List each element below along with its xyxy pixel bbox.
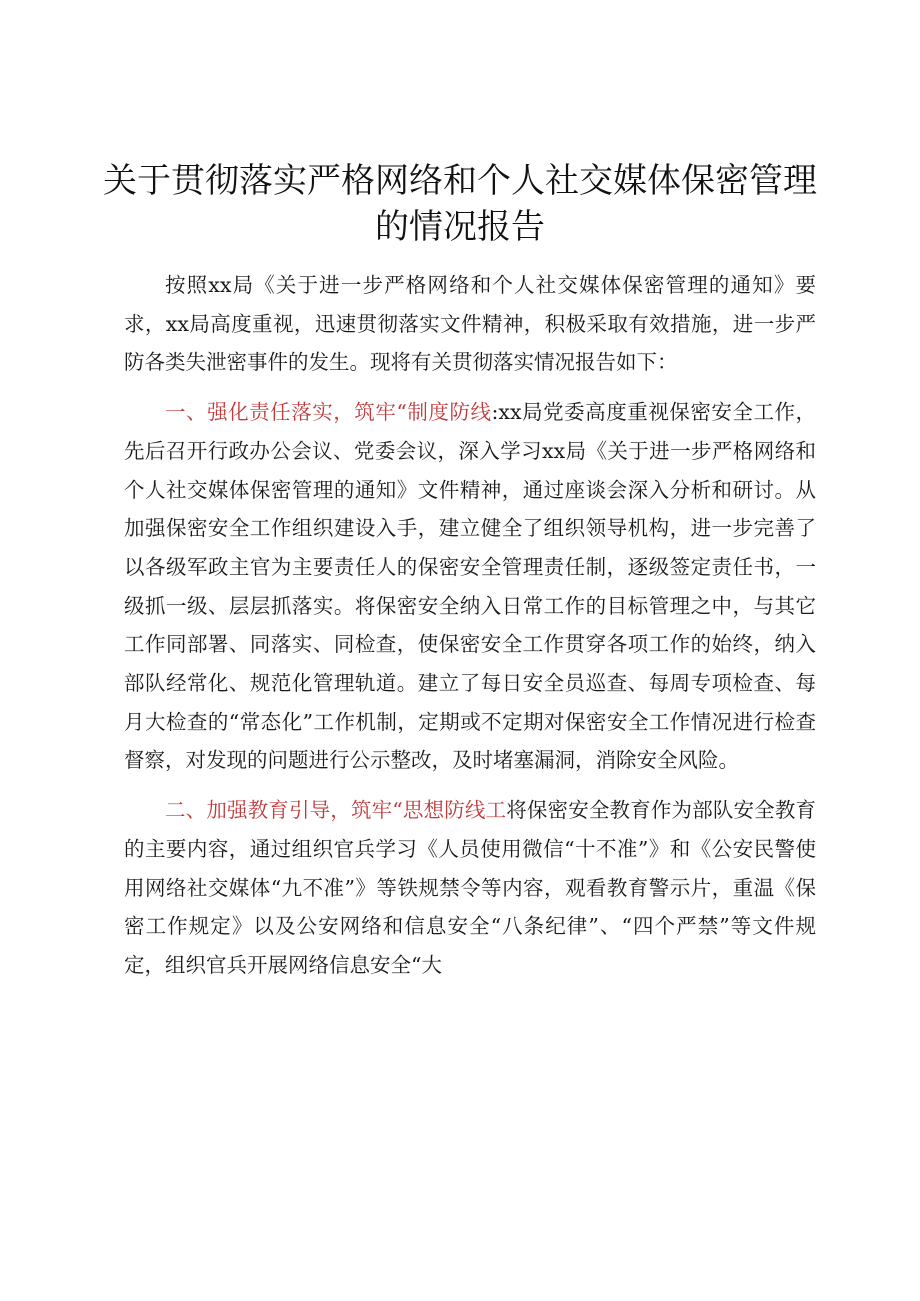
section-heading-1: 一、强化责任落实，筑牢“制度防线 [165,400,492,425]
document-body [124,266,816,996]
document-title: 关于贯彻落实严格网络和个人社交媒体保密管理的情况报告 [103,161,817,247]
section-paragraph-2 [124,791,816,985]
section-text-2: 将保密安全教育作为部队安全教育的主要内容，通过组织官兵学习《人员使用微信“十不准”》和《公安民警使用网络社交媒体“九不准”》等铁规禁令等内容，观看教育警示片，重温《保密工作规定》以及公安网络和信息安全“八条纪律”、“四个严禁”等文件规定，组织官兵开展网络信息安全“大 [124,798,816,977]
section-heading-2: 二、加强教育引导，筑牢“思想防线工 [165,798,507,823]
intro-paragraph: 按照xx局《关于进一步严格网络和个人社交媒体保密管理的通知》要求，xx局高度重视，迅速贯彻落实文件精神，积极采取有效措施，进一步严防各类失泄密事件的发生。现将有关贯彻落实情况报告如下： [124,273,816,375]
section-text-1: :xx局党委高度重视保密安全工作，先后召开行政办公会议、党委会议，深入学习xx局《关于进一步严格网络和个人社交媒体保密管理的通知》文件精神，通过座谈会深入分析和研讨。从加强保密安全工作组织建设入手，建立健全了组织领导机构，进一步完善了以各级军政主官为主要责任人的保密安全管理责任制，逐级签定责任书，一级抓一级、层层抓落实。将保密安全纳入日常工作的目标管理之中，与其它工作同部署、同落实、同检查，使保密安全工作贯穿各项工作的始终，纳入部队经常化、规范化管理轨道。建立了每日安全员巡查、每周专项检查、每月大检查的“常态化”工作机制，定期或不定期对保密安全工作情况进行检查督察，对发现的问题进行公示整改，及时堵塞漏洞，消除安全风险。 [124,400,817,773]
section-paragraph-1 [124,393,816,780]
